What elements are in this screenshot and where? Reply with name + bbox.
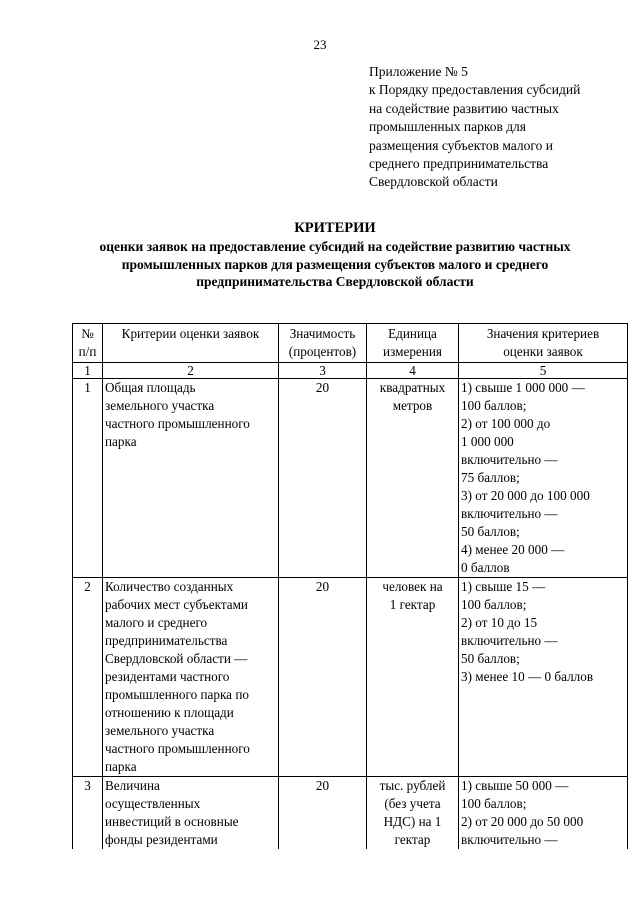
row-significance: 20	[279, 578, 367, 777]
row-number: 1	[73, 379, 103, 578]
column-number: 1	[73, 363, 103, 379]
document-title: КРИТЕРИИ	[294, 220, 376, 236]
appendix-line: Свердловской области	[369, 174, 498, 190]
appendix-line: Приложение № 5	[369, 64, 468, 79]
column-number: 5	[459, 363, 628, 379]
table-row	[73, 379, 628, 578]
subtitle-line: оценки заявок на предоставление субсидий на содействие развитию частных	[99, 239, 571, 254]
row-values: 1) свыше 1 000 000 — 100 баллов; 2) от 100 000 до 1 000 000 включительно — 75 баллов; 3) от 20 000 до 100 000 включительно — 50 баллов; 4) менее 20 000 — 0 баллов	[459, 379, 628, 578]
row-unit: тыс. рублей (без учета НДС) на 1 гектар	[367, 777, 459, 850]
column-number: 3	[279, 363, 367, 379]
row-unit: человек на 1 гектар	[367, 578, 459, 777]
appendix-line: к Порядку предоставления субсидий	[369, 82, 581, 98]
header-significance: Значимость (процентов)	[279, 324, 367, 363]
table-header-row	[73, 324, 628, 363]
column-number: 4	[367, 363, 459, 379]
row-significance: 20	[279, 777, 367, 850]
header-unit: Единица измерения	[367, 324, 459, 363]
document-heading	[60, 219, 610, 291]
table-row	[73, 578, 628, 777]
column-number-row	[73, 363, 628, 379]
row-unit: квадратных метров	[367, 379, 459, 578]
header-values: Значения критериев оценки заявок	[459, 324, 628, 363]
subtitle-line: промышленных парков для размещения субъектов малого и среднего	[121, 256, 549, 272]
row-values: 1) свыше 15 — 100 баллов; 2) от 10 до 15 включительно — 50 баллов; 3) менее 10 — 0 баллов	[459, 578, 628, 777]
row-values: 1) свыше 50 000 — 100 баллов; 2) от 20 000 до 50 000 включительно —	[459, 777, 628, 850]
page-number: 23	[313, 37, 327, 52]
appendix-line: на содействие развитию частных	[369, 100, 559, 116]
subtitle-line: предпринимательства Свердловской области	[196, 274, 474, 289]
row-number: 2	[73, 578, 103, 777]
header-number: № п/п	[73, 324, 103, 363]
document-subtitle	[60, 238, 610, 291]
row-significance: 20	[279, 379, 367, 578]
appendix-line: промышленных парков для	[369, 119, 527, 135]
row-criterion: Величина осуществленных инвестиций в основные фонды резидентами	[103, 777, 279, 850]
appendix-line: среднего предпринимательства	[369, 156, 549, 172]
row-number: 3	[73, 777, 103, 850]
appendix-line: размещения субъектов малого и	[369, 137, 553, 153]
row-criterion: Количество созданных рабочих мест субъектами малого и среднего предпринимательства Свердловской области — резидентами частного промышленного парка по отношению к площади земельного участка частного промышленного парка	[103, 578, 279, 777]
header-criterion: Критерии оценки заявок	[103, 324, 279, 363]
criteria-table	[72, 323, 628, 849]
row-criterion: Общая площадь земельного участка частного промышленного парка	[103, 379, 279, 578]
column-number: 2	[103, 363, 279, 379]
table-row	[73, 777, 628, 850]
appendix-block	[369, 63, 619, 192]
